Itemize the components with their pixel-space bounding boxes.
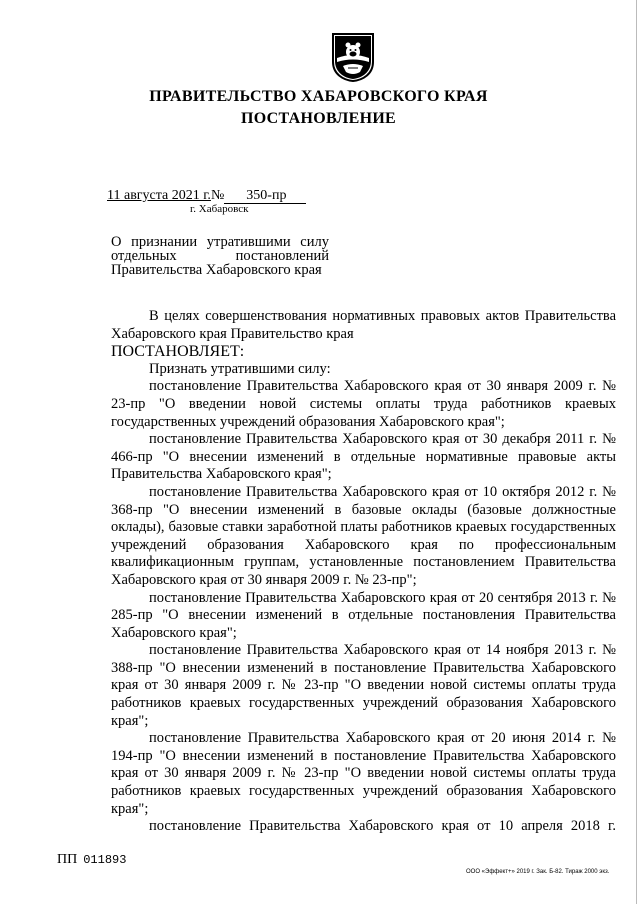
list-item: постановление Правительства Хабаровского края от 20 сентября 2013 г. № 285-пр "О внесении изменений в отдельные постановления Правительства Хабаровского края"; (111, 589, 616, 641)
serial-code: 011893 (83, 853, 127, 867)
decree-word: ПОСТАНОВЛЯЕТ: (111, 343, 245, 361)
list-item: постановление Правительства Хабаровского края от 14 ноября 2013 г. № 388-пр "О внесении изменений в постановление Правительства Хабаровского края от 30 января 2009 г. № 23-пр "О введении новой системы оплаты труда работников краевых государственных учреждений образования Хабаровского края"; (111, 642, 616, 729)
city: г. Хабаровск (190, 203, 249, 215)
list-item: постановление Правительства Хабаровского края от 10 октября 2012 г. № 368-пр "О внесении изменений в базовые оклады (базовые должностные оклады), базовые ставки заработной платы работников краевых государственных учреждений образования Хабаровского края по профессиональным квалификационным группам, установленные постановлением Правительства Хабаровского края от 30 января 2009 г. № 23-пр"; (111, 483, 616, 588)
serial-number (57, 852, 126, 868)
number-label: № (210, 188, 225, 203)
date-number-line (107, 188, 306, 204)
preamble-line: В целях совершенствования нормативных правовых актов Правительства (149, 308, 616, 324)
doc-type-title: ПОСТАНОВЛЕНИЕ (240, 110, 397, 127)
preamble-line: Хабаровского края Правительство края (111, 325, 354, 342)
list-item: постановление Правительства Хабаровского края от 10 апреля 2018 г. (149, 818, 616, 835)
printer-imprint: ООО «Эффект+» 2019 г. Зак. Б-82. Тираж 2000 экз. (466, 869, 610, 875)
khabarovsk-krai-coat-of-arms-icon (330, 32, 376, 82)
document-body (111, 308, 616, 836)
list-item: постановление Правительства Хабаровского края от 30 декабря 2011 г. № 466-пр "О внесении изменений в отдельные нормативные правовые акты Правительства Хабаровского края"; (111, 431, 616, 483)
subject-line: отдельных постановлений (111, 248, 329, 264)
subject-line: О признании утратившими силу (111, 234, 329, 250)
intro-line: Признать утратившими силу: (149, 360, 331, 377)
doc-date: 11 августа 2021 г. (107, 188, 211, 203)
subject-line: Правительства Хабаровского края (111, 262, 322, 278)
org-title: ПРАВИТЕЛЬСТВО ХАБАРОВСКОГО КРАЯ (149, 88, 488, 105)
doc-number: 350-пр (224, 188, 306, 204)
subject-block (111, 235, 329, 277)
serial-prefix: ПП (57, 852, 78, 867)
list-item: постановление Правительства Хабаровского края от 30 января 2009 г. № 23-пр "О введении новой системы оплаты труда работников краевых государственных учреждений образования Хабаровского края"; (111, 378, 616, 430)
list-item: постановление Правительства Хабаровского края от 20 июня 2014 г. № 194-пр "О внесении изменений в постановление Правительства Хабаровского края от 30 января 2009 г. № 23-пр "О введении новой системы оплаты труда работников краевых государственных учреждений образования Хабаровского края"; (111, 730, 616, 817)
